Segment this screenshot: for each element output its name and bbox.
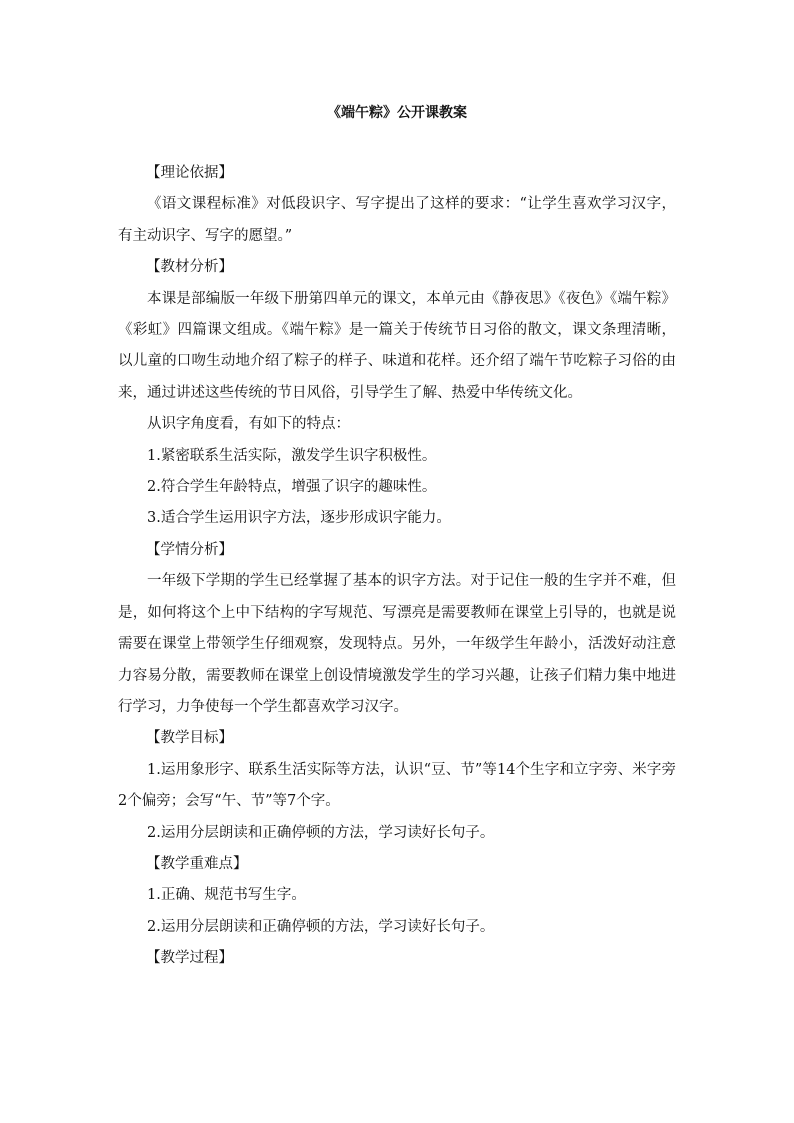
list-item: 1.运用象形字、联系生活实际等方法，认识“豆、节”等14个生字和立字旁、米字旁2个偏旁；会写“午、节”等7个字。 (118, 761, 676, 810)
paragraph-theory: 《语文课程标准》对低段识字、写字提出了这样的要求：“让学生喜欢学习汉字，有主动识字、写字的愿望。” (118, 196, 676, 244)
paragraph-textbook: 本课是部编版一年级下册第四单元的课文，本单元由《静夜思》《夜色》《端午粽》《彩虹》四篇课文组成。《端午粽》是一篇关于传统节日习俗的散文，课文条理清晰，以儿童的口吻生动地介绍了粽子的样子、味道和花样。还介绍了端午节吃粽子习俗的由来，通过讲述这些传统的节日风俗，引导学生了解、热爱中华传统文化。 (118, 290, 676, 401)
section-heading-textbook: 【教材分析】 (146, 259, 233, 276)
document-title: 《端午粽》公开课教案 (327, 105, 467, 121)
section-heading-process: 【教学过程】 (146, 950, 233, 967)
list-item: 2.运用分层朗读和正确停顿的方法，学习读好长句子。 (147, 824, 495, 841)
document-page (118, 98, 676, 975)
section-heading-goals: 【教学目标】 (146, 730, 233, 747)
section-heading-students: 【学情分析】 (146, 541, 233, 558)
list-item: 2.运用分层朗读和正确停顿的方法，学习读好长句子。 (147, 918, 495, 935)
section-goals (118, 723, 676, 849)
list-item: 1.紧密联系生活实际，激发学生识字积极性。 (147, 447, 437, 464)
section-heading-keypoints: 【教学重难点】 (146, 855, 248, 872)
section-textbook (118, 252, 676, 535)
list-item: 3.适合学生运用识字方法，逐步形成识字能力。 (147, 510, 451, 527)
section-keypoints (118, 849, 676, 943)
list-item: 2.符合学生年龄特点，增强了识字的趣味性。 (147, 479, 437, 496)
paragraph-textbook-intro: 从识字角度看，有如下的特点： (147, 416, 350, 433)
section-heading-theory: 【理论依据】 (146, 165, 233, 181)
paragraph-students: 一年级下学期的学生已经掌握了基本的识字方法。对于记住一般的生字并不难，但是，如何将这个上中下结构的字写规范、写漂亮是需要教师在课堂上引导的，也就是说需要在课堂上带领学生仔细观察，发现特点。另外，一年级学生年龄小，活泼好动注意力容易分散，需要教师在课堂上创设情境激发学生的学习兴趣，让孩子们精力集中地进行学习，力争使每一个学生都喜欢学习汉字。 (118, 573, 676, 715)
section-students (118, 535, 676, 723)
section-theory (118, 158, 676, 252)
list-item: 1.正确、规范书写生字。 (147, 887, 306, 904)
section-process (118, 943, 676, 974)
